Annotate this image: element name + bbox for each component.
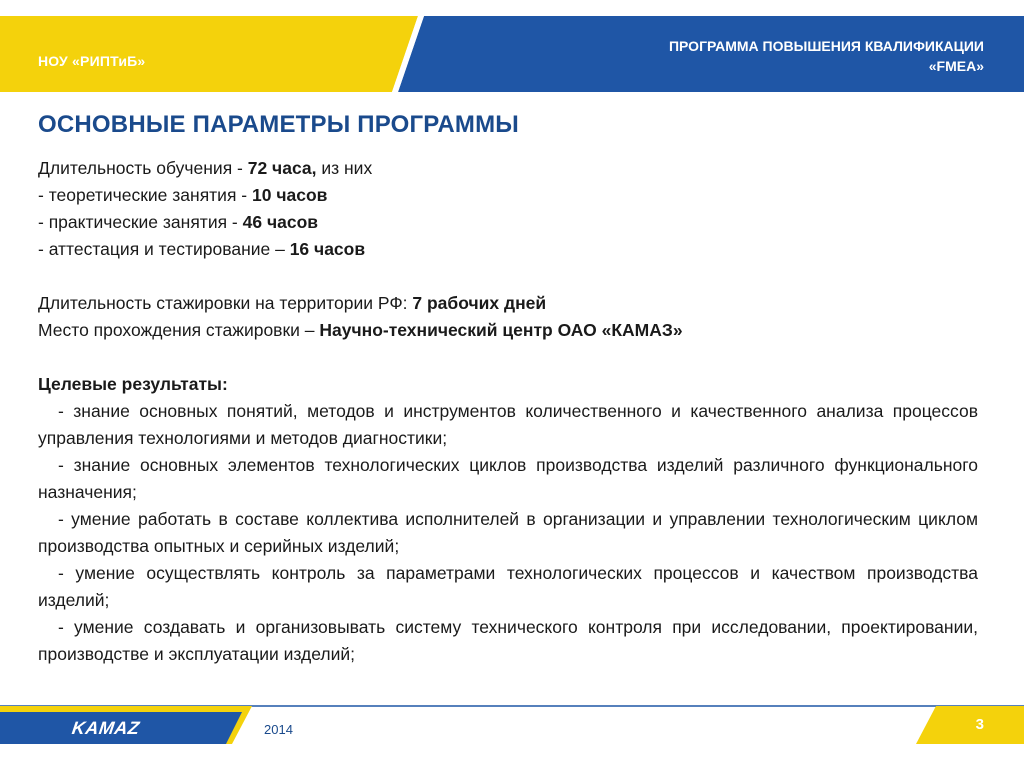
duration-line bbox=[38, 155, 978, 182]
result-item-text: - умение осуществлять контроль за параметрами технологических процессов и качеством производства изделий; bbox=[38, 563, 978, 610]
duration-item-label: - практические занятия - bbox=[38, 212, 243, 232]
duration-suffix: из них bbox=[316, 158, 373, 178]
duration-item bbox=[38, 236, 978, 263]
org-name: НОУ «РИПТиБ» bbox=[38, 53, 146, 69]
duration-item-value: 10 часов bbox=[252, 185, 328, 205]
internship-duration bbox=[38, 290, 978, 317]
duration-item bbox=[38, 209, 978, 236]
result-item-text: - умение создавать и организовывать систему технического контроля при исследовании, проектировании, производстве и эксплуатации изделий; bbox=[38, 617, 978, 664]
internship-place bbox=[38, 317, 978, 344]
kamaz-logo: KAMAZ bbox=[70, 718, 141, 738]
duration-item-label: - теоретические занятия - bbox=[38, 185, 252, 205]
internship-place-value: Научно-технический центр ОАО «КАМАЗ» bbox=[319, 320, 683, 340]
footer-year: 2014 bbox=[264, 722, 293, 737]
internship-duration-label: Длительность стажировки на территории РФ: bbox=[38, 293, 413, 313]
program-title-line1: ПРОГРАММА ПОВЫШЕНИЯ КВАЛИФИКАЦИИ bbox=[668, 38, 984, 54]
internship-place-label: Место прохождения стажировки – bbox=[38, 320, 320, 340]
spacer bbox=[38, 344, 978, 371]
result-item-text: - умение работать в составе коллектива исполнителей в организации и управлении технологическим циклом производства опытных и серийных изделий; bbox=[38, 509, 978, 556]
slide-content bbox=[38, 155, 978, 668]
result-item bbox=[38, 506, 978, 560]
results-heading bbox=[38, 371, 978, 398]
program-title bbox=[464, 36, 984, 76]
result-item bbox=[38, 560, 978, 614]
duration-intro: Длительность обучения - bbox=[38, 158, 248, 178]
duration-item bbox=[38, 182, 978, 209]
result-item bbox=[38, 452, 978, 506]
result-item-text: - знание основных понятий, методов и инструментов количественного и качественного анализа процессов управления технологиями и методов диагностики; bbox=[38, 401, 978, 448]
duration-item-label: - аттестация и тестирование – bbox=[38, 239, 290, 259]
duration-total: 72 часа, bbox=[247, 158, 317, 178]
program-title-line2: «FMEA» bbox=[928, 58, 984, 74]
internship-duration-value: 7 рабочих дней bbox=[412, 293, 547, 313]
spacer bbox=[38, 263, 978, 290]
slide-header bbox=[0, 0, 1024, 92]
slide-title: ОСНОВНЫЕ ПАРАМЕТРЫ ПРОГРАММЫ bbox=[38, 111, 520, 138]
result-item bbox=[38, 614, 978, 668]
footer-banner bbox=[0, 704, 1024, 768]
result-item bbox=[38, 398, 978, 452]
duration-item-value: 46 часов bbox=[242, 212, 319, 232]
duration-item-value: 16 часов bbox=[289, 239, 366, 259]
result-item-text: - знание основных элементов технологических циклов производства изделий различного функционального назначения; bbox=[38, 455, 978, 502]
slide-footer bbox=[0, 704, 1024, 768]
results-heading-text: Целевые результаты: bbox=[38, 374, 228, 394]
page-number: 3 bbox=[975, 716, 984, 733]
